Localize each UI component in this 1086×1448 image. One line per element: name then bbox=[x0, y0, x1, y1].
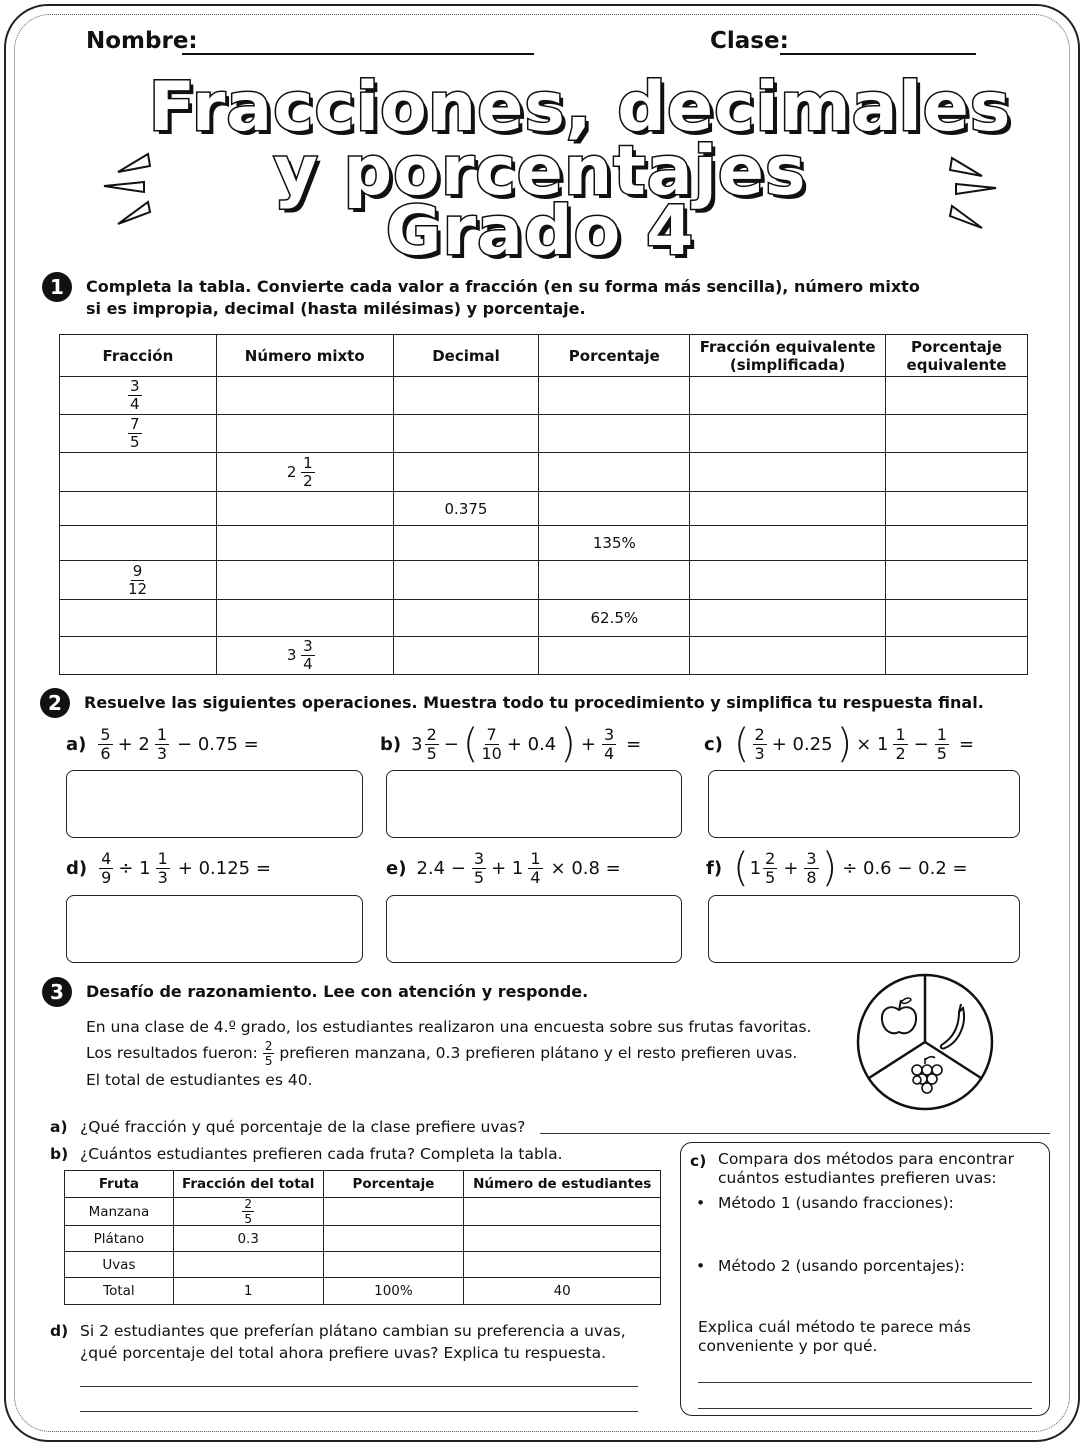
op-text: − bbox=[443, 733, 459, 755]
denominator: 9 bbox=[101, 867, 112, 887]
col-fe-line2: (simplificada) bbox=[729, 355, 846, 374]
q3c-label: c) bbox=[690, 1152, 707, 1170]
fraction bbox=[263, 1040, 275, 1067]
numerator: 2 bbox=[754, 724, 765, 744]
op-text: + 0.4 bbox=[506, 733, 557, 755]
cell-answer[interactable] bbox=[173, 1252, 323, 1278]
cell-answer[interactable] bbox=[464, 1198, 661, 1226]
explain-line-2: conveniente y por qué. bbox=[698, 1337, 878, 1355]
denominator: 5 bbox=[473, 867, 485, 887]
cell-decimal: 0.375 bbox=[393, 492, 539, 526]
cell-answer[interactable] bbox=[464, 1226, 661, 1252]
op-label: c) bbox=[704, 733, 723, 755]
denominator: 8 bbox=[806, 867, 817, 887]
numerator: 3 bbox=[806, 848, 817, 868]
cell-answer[interactable] bbox=[393, 637, 539, 675]
col-numero-estudiantes: Número de estudiantes bbox=[464, 1171, 661, 1198]
numerator: 1 bbox=[156, 724, 168, 744]
table-row bbox=[65, 1278, 661, 1305]
numerator: 7 bbox=[486, 724, 497, 744]
numerator: 1 bbox=[530, 848, 541, 868]
cell-count: 40 bbox=[464, 1278, 661, 1305]
fraction bbox=[99, 848, 113, 887]
q3a-text: ¿Qué fracción y qué porcentaje de la clase prefiere uvas? bbox=[80, 1118, 526, 1136]
col-porcentaje: Porcentaje bbox=[539, 335, 690, 377]
cell-fraction bbox=[60, 561, 217, 600]
cell-answer[interactable] bbox=[886, 415, 1028, 453]
question-1-instruction bbox=[86, 276, 1026, 320]
title-line-2: y porcentajes bbox=[273, 132, 807, 211]
numerator: 1 bbox=[895, 724, 906, 744]
cell-fraction: 1 bbox=[173, 1278, 323, 1305]
story-line-2 bbox=[86, 1040, 846, 1067]
denominator: 4 bbox=[130, 395, 140, 413]
method-1-text: Método 1 (usando fracciones): bbox=[718, 1194, 954, 1212]
denominator: 5 bbox=[765, 867, 776, 887]
col-fruta: Fruta bbox=[65, 1171, 174, 1198]
numerator: 2 bbox=[264, 1039, 273, 1053]
operation-f bbox=[706, 844, 968, 892]
cell-mixed-number bbox=[216, 453, 393, 492]
numerator: 2 bbox=[765, 848, 776, 868]
cell-fruit: Total bbox=[65, 1278, 174, 1305]
fraction bbox=[156, 848, 170, 887]
cell-percent: 100% bbox=[323, 1278, 464, 1305]
answer-box-a[interactable] bbox=[66, 770, 363, 838]
operation-d bbox=[66, 848, 271, 888]
q3a-label: a) bbox=[50, 1118, 68, 1136]
denominator: 3 bbox=[157, 867, 168, 887]
cell-answer[interactable] bbox=[886, 561, 1028, 600]
table-row bbox=[65, 1198, 661, 1226]
question-1-number: 1 bbox=[42, 272, 72, 302]
denominator: 10 bbox=[481, 743, 502, 763]
right-paren: ) bbox=[836, 721, 853, 767]
fraction bbox=[481, 724, 502, 763]
op-label: b) bbox=[380, 733, 402, 755]
table-row bbox=[60, 526, 1028, 561]
q3d-line-2: ¿qué porcentaje del total ahora prefiere uvas? Explica tu respuesta. bbox=[80, 1344, 607, 1362]
table-row bbox=[65, 1226, 661, 1252]
cell-answer[interactable] bbox=[690, 561, 886, 600]
cell-fraction bbox=[173, 1198, 323, 1226]
question-3-number: 3 bbox=[42, 977, 72, 1007]
story-text-part: prefieren manzana, 0.3 prefieren plátano y el resto prefieren uvas. bbox=[279, 1044, 798, 1062]
table-row bbox=[60, 637, 1028, 675]
cell-answer[interactable] bbox=[886, 600, 1028, 637]
explain-text bbox=[698, 1318, 971, 1356]
table-row bbox=[65, 1252, 661, 1278]
cell-answer[interactable] bbox=[886, 637, 1028, 675]
denominator: 5 bbox=[936, 743, 947, 763]
cell-percent: 62.5% bbox=[539, 600, 690, 637]
q3d-line-1: Si 2 estudiantes que preferían plátano cambian su preferencia a uvas, bbox=[80, 1322, 626, 1340]
q3b-text: ¿Cuántos estudiantes prefieren cada fruta? Completa la tabla. bbox=[80, 1145, 563, 1163]
left-paren: ( bbox=[733, 845, 749, 891]
cell-answer[interactable] bbox=[216, 600, 393, 637]
col-fraccion-del-total: Fracción del total bbox=[173, 1171, 323, 1198]
fraction bbox=[128, 417, 142, 450]
q3c-line-2: cuántos estudiantes prefieren uvas: bbox=[718, 1169, 997, 1187]
cell-answer[interactable] bbox=[393, 415, 539, 453]
numerator: 9 bbox=[132, 561, 143, 580]
table-row bbox=[60, 415, 1028, 453]
cell-answer[interactable] bbox=[690, 415, 886, 453]
cell-answer[interactable] bbox=[539, 561, 690, 600]
denominator: 5 bbox=[130, 433, 140, 451]
cell-answer[interactable] bbox=[886, 492, 1028, 526]
cell-answer[interactable] bbox=[393, 561, 539, 600]
op-text: × 0.8 = bbox=[550, 857, 621, 879]
q3c-answer-line[interactable] bbox=[698, 1382, 1032, 1383]
numerator: 3 bbox=[303, 637, 313, 655]
q3d-answer-line[interactable] bbox=[80, 1411, 638, 1412]
numerator: 1 bbox=[936, 724, 947, 744]
fraction bbox=[155, 724, 169, 763]
op-text: + 0.25 bbox=[771, 733, 833, 755]
bullet: • bbox=[696, 1194, 706, 1212]
cell-answer[interactable] bbox=[216, 492, 393, 526]
operation-a bbox=[66, 724, 259, 764]
col-pe-line1: Porcentaje bbox=[910, 337, 1003, 356]
q3b-label: b) bbox=[50, 1145, 69, 1163]
cell-answer[interactable] bbox=[323, 1198, 464, 1226]
cell-answer[interactable] bbox=[690, 600, 886, 637]
op-label: a) bbox=[66, 733, 87, 755]
operation-b bbox=[380, 720, 641, 768]
op-text: + 1 bbox=[491, 857, 524, 879]
question-2-number: 2 bbox=[40, 688, 70, 718]
cell-fruit: Manzana bbox=[65, 1198, 174, 1226]
answer-box-b[interactable] bbox=[386, 770, 682, 838]
table-row bbox=[60, 377, 1028, 415]
col-porcentaje: Porcentaje bbox=[323, 1171, 464, 1198]
cell-answer[interactable] bbox=[216, 526, 393, 561]
answer-box-e[interactable] bbox=[386, 895, 682, 963]
cell-answer[interactable] bbox=[216, 561, 393, 600]
left-paren: ( bbox=[462, 721, 479, 767]
cell-answer[interactable] bbox=[323, 1226, 464, 1252]
left-rays-icon bbox=[100, 150, 160, 230]
col-fe-line1: Fracción equivalente bbox=[699, 337, 876, 356]
op-text: + 0.125 = bbox=[177, 857, 271, 879]
denominator: 4 bbox=[530, 867, 541, 887]
right-paren: ) bbox=[560, 721, 576, 767]
answer-box-f[interactable] bbox=[708, 895, 1020, 963]
table-row bbox=[60, 492, 1028, 526]
denominator: 4 bbox=[603, 743, 615, 763]
op-text: + bbox=[580, 733, 596, 755]
cell-answer[interactable] bbox=[539, 453, 690, 492]
denominator: 5 bbox=[264, 1054, 273, 1068]
cell-answer[interactable] bbox=[393, 453, 539, 492]
denominator: 2 bbox=[303, 471, 313, 490]
col-decimal: Decimal bbox=[393, 335, 539, 377]
class-line[interactable] bbox=[780, 53, 976, 55]
numerator: 3 bbox=[473, 848, 485, 868]
cell-answer[interactable] bbox=[539, 415, 690, 453]
fraction bbox=[128, 379, 142, 412]
op-label: e) bbox=[386, 857, 407, 879]
fraction bbox=[935, 724, 949, 763]
numerator: 7 bbox=[130, 415, 140, 433]
q3a-answer-line[interactable] bbox=[540, 1133, 1050, 1134]
fraction bbox=[602, 724, 616, 763]
cell-fraction bbox=[60, 377, 217, 415]
conversion-table bbox=[59, 334, 1028, 675]
op-text: 1 bbox=[749, 857, 762, 879]
q3c-answer-line[interactable] bbox=[698, 1408, 1032, 1409]
cell-answer[interactable] bbox=[216, 377, 393, 415]
numerator: 1 bbox=[303, 453, 313, 472]
q3c-text bbox=[718, 1150, 1038, 1188]
cell-answer[interactable] bbox=[60, 526, 217, 561]
title-line-1: Fracciones, decimales bbox=[148, 68, 1012, 147]
fruit-table bbox=[64, 1170, 661, 1305]
op-text: × 1 bbox=[856, 733, 889, 755]
cell-percent: 135% bbox=[539, 526, 690, 561]
title-line-3: Grado 4 bbox=[385, 192, 695, 271]
answer-box-c[interactable] bbox=[708, 770, 1020, 838]
right-rays-icon bbox=[942, 152, 1002, 232]
cell-fraction bbox=[60, 415, 217, 453]
fraction bbox=[242, 1198, 254, 1225]
mixed-whole: 2 bbox=[286, 462, 297, 481]
fraction bbox=[893, 724, 907, 763]
story-line-1: En una clase de 4.º grado, los estudiantes realizaron una encuesta sobre sus frutas favoritas. bbox=[86, 1018, 812, 1036]
cell-answer[interactable] bbox=[886, 453, 1028, 492]
numerator: 2 bbox=[244, 1197, 252, 1211]
fraction bbox=[301, 453, 315, 490]
fraction bbox=[804, 848, 818, 887]
name-line[interactable] bbox=[182, 53, 534, 55]
fraction bbox=[472, 848, 486, 887]
denominator: 12 bbox=[128, 579, 148, 598]
col-pe-line2: equivalente bbox=[906, 355, 1007, 374]
cell-answer[interactable] bbox=[60, 453, 217, 492]
cell-answer[interactable] bbox=[464, 1252, 661, 1278]
op-text: ÷ 1 bbox=[118, 857, 151, 879]
cell-answer[interactable] bbox=[886, 526, 1028, 561]
mixed-whole: 3 bbox=[286, 646, 297, 664]
bullet: • bbox=[696, 1257, 706, 1275]
numerator: 5 bbox=[100, 724, 111, 744]
fruit-table-header bbox=[65, 1171, 661, 1198]
cell-fruit: Uvas bbox=[65, 1252, 174, 1278]
cell-answer[interactable] bbox=[393, 526, 539, 561]
class-label: Clase: bbox=[710, 28, 789, 54]
op-text: 2.4 − bbox=[416, 857, 466, 879]
cell-answer[interactable] bbox=[539, 492, 690, 526]
cell-answer[interactable] bbox=[690, 492, 886, 526]
table-header-row bbox=[60, 335, 1028, 377]
q3d-answer-line[interactable] bbox=[80, 1386, 638, 1387]
numerator: 3 bbox=[603, 724, 615, 744]
denominator: 4 bbox=[303, 655, 313, 673]
cell-answer[interactable] bbox=[393, 600, 539, 637]
left-paren: ( bbox=[733, 721, 750, 767]
question-2-instruction: Resuelve las siguientes operaciones. Muestra todo tu procedimiento y simplifica tu respuesta final. bbox=[84, 693, 984, 712]
cell-answer[interactable] bbox=[60, 637, 217, 675]
q3d-label: d) bbox=[50, 1322, 69, 1340]
q1-instruction-line-1: Completa la tabla. Convierte cada valor a fracción (en su forma más sencilla), número mixto bbox=[86, 277, 920, 296]
col-fraccion-equivalente bbox=[690, 335, 886, 377]
fraction bbox=[425, 724, 439, 763]
denominator: 2 bbox=[895, 743, 906, 763]
story-line-3: El total de estudiantes es 40. bbox=[86, 1071, 313, 1089]
story-text bbox=[86, 1014, 846, 1093]
explain-line-1: Explica cuál método te parece más bbox=[698, 1318, 971, 1336]
numerator: 3 bbox=[130, 377, 140, 395]
cell-answer[interactable] bbox=[690, 637, 886, 675]
numerator: 1 bbox=[157, 848, 168, 868]
op-label: d) bbox=[66, 857, 88, 879]
op-text: 3 bbox=[411, 733, 423, 755]
cell-answer[interactable] bbox=[539, 637, 690, 675]
fraction bbox=[301, 639, 315, 672]
right-paren: ) bbox=[821, 845, 838, 891]
op-text: − bbox=[913, 733, 929, 755]
op-text: + bbox=[783, 857, 799, 879]
op-label: f) bbox=[706, 857, 723, 879]
numerator: 2 bbox=[426, 724, 437, 744]
fraction bbox=[98, 724, 112, 763]
table-row bbox=[60, 561, 1028, 600]
cell-fruit: Plátano bbox=[65, 1226, 174, 1252]
answer-box-d[interactable] bbox=[66, 895, 363, 963]
name-label: Nombre: bbox=[86, 28, 198, 54]
col-fraccion: Fracción bbox=[60, 335, 217, 377]
cell-mixed-number bbox=[216, 637, 393, 675]
cell-answer[interactable] bbox=[886, 377, 1028, 415]
cell-answer[interactable] bbox=[323, 1252, 464, 1278]
cell-answer[interactable] bbox=[393, 377, 539, 415]
operation-c bbox=[704, 720, 974, 768]
fruit-pie-icon bbox=[855, 972, 995, 1112]
numerator: 4 bbox=[101, 848, 112, 868]
table-row bbox=[60, 453, 1028, 492]
method-2-text: Método 2 (usando porcentajes): bbox=[718, 1257, 966, 1275]
story-text-part: Los resultados fueron: bbox=[86, 1044, 258, 1062]
cell-answer[interactable] bbox=[216, 415, 393, 453]
operation-e bbox=[386, 848, 621, 888]
op-text: ÷ 0.6 − 0.2 = bbox=[842, 857, 968, 879]
denominator: 5 bbox=[426, 743, 437, 763]
col-numero-mixto: Número mixto bbox=[216, 335, 393, 377]
cell-answer[interactable] bbox=[60, 492, 217, 526]
denominator: 3 bbox=[754, 743, 765, 763]
fraction bbox=[528, 848, 542, 887]
cell-fraction: 0.3 bbox=[173, 1226, 323, 1252]
cell-answer[interactable] bbox=[690, 453, 886, 492]
table-row bbox=[60, 600, 1028, 637]
fraction bbox=[763, 848, 777, 887]
denominator: 3 bbox=[156, 743, 168, 763]
cell-answer[interactable] bbox=[690, 377, 886, 415]
op-text: = bbox=[626, 733, 642, 755]
op-text: + 2 bbox=[117, 733, 150, 755]
fraction bbox=[128, 561, 148, 598]
col-porcentaje-equivalente bbox=[886, 335, 1028, 377]
q3c-line-1: Compara dos métodos para encontrar bbox=[718, 1150, 1015, 1168]
op-text: − 0.75 = bbox=[177, 733, 259, 755]
cell-answer[interactable] bbox=[690, 526, 886, 561]
op-text: = bbox=[958, 733, 975, 755]
denominator: 5 bbox=[244, 1212, 252, 1226]
fraction bbox=[753, 724, 767, 763]
question-3-instruction: Desafío de razonamiento. Lee con atención y responde. bbox=[86, 982, 589, 1001]
denominator: 6 bbox=[100, 743, 111, 763]
q3d-text bbox=[80, 1320, 660, 1364]
q1-instruction-line-2: si es impropia, decimal (hasta milésimas) y porcentaje. bbox=[86, 299, 586, 318]
cell-answer[interactable] bbox=[60, 600, 217, 637]
cell-answer[interactable] bbox=[539, 377, 690, 415]
